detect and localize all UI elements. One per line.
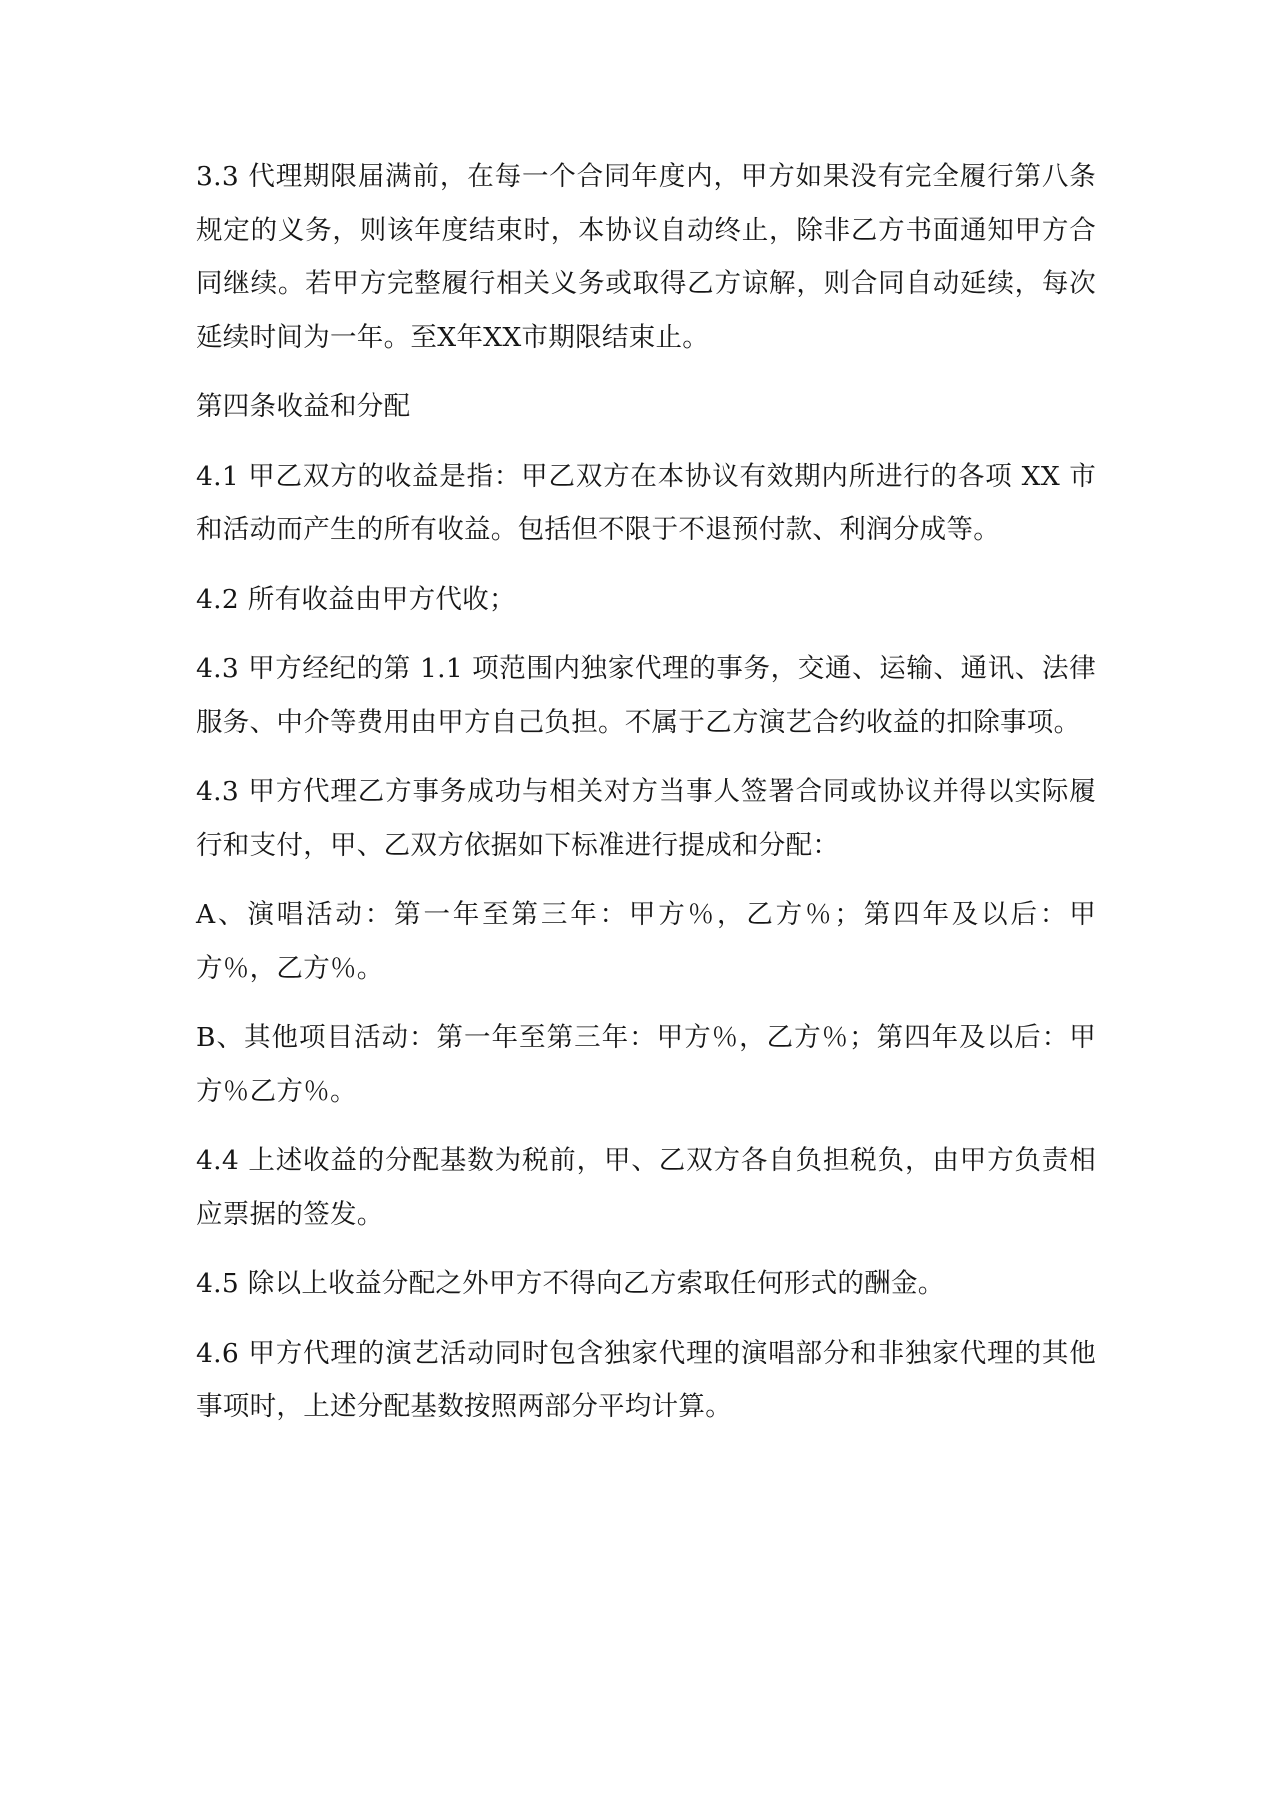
clause-item-b-other: B、其他项目活动：第一年至第三年：甲方％，乙方％；第四年及以后：甲方％乙方％。 bbox=[196, 1022, 1096, 1107]
clause-4-6: 4.6 甲方代理的演艺活动同时包含独家代理的演唱部分和非独家代理的其他事项时，上述分配基数按照两部分平均计算。 bbox=[196, 1337, 1096, 1422]
clause-4-1: 4.1 甲乙双方的收益是指：甲乙双方在本协议有效期内所进行的各项 XX 市和活动而产生的所有收益。包括但不限于不退预付款、利润分成等。 bbox=[196, 460, 1096, 545]
clause-3-3: 3.3 代理期限届满前，在每一个合同年度内，甲方如果没有完全履行第八条规定的义务，则该年度结束时，本协议自动终止，除非乙方书面通知甲方合同继续。若甲方完整履行相关义务或取得乙方谅解，则合同自动延续，每次延续时间为一年。至X年XX市期限结束止。 bbox=[196, 161, 1096, 353]
document-body bbox=[196, 150, 1096, 1450]
clause-4-5: 4.5 除以上收益分配之外甲方不得向乙方索取任何形式的酬金。 bbox=[196, 1268, 945, 1299]
clause-4-4: 4.4 上述收益的分配基数为税前，甲、乙双方各自负担税负，由甲方负责相应票据的签发。 bbox=[196, 1145, 1096, 1230]
clause-item-a-singing: A、演唱活动：第一年至第三年：甲方％，乙方％；第四年及以后：甲方％，乙方％。 bbox=[196, 899, 1096, 984]
clause-4-3-distribution: 4.3 甲方代理乙方事务成功与相关对方当事人签署合同或协议并得以实际履行和支付，甲、乙双方依据如下标准进行提成和分配： bbox=[196, 776, 1096, 861]
section-heading-article-4: 第四条收益和分配 bbox=[196, 391, 411, 422]
clause-4-2: 4.2 所有收益由甲方代收； bbox=[196, 583, 516, 615]
clause-4-3-expenses: 4.3 甲方经纪的第 1.1 项范围内独家代理的事务，交通、运输、通讯、法律服务、中介等费用由甲方自己负担。不属于乙方演艺合约收益的扣除事项。 bbox=[196, 653, 1096, 738]
